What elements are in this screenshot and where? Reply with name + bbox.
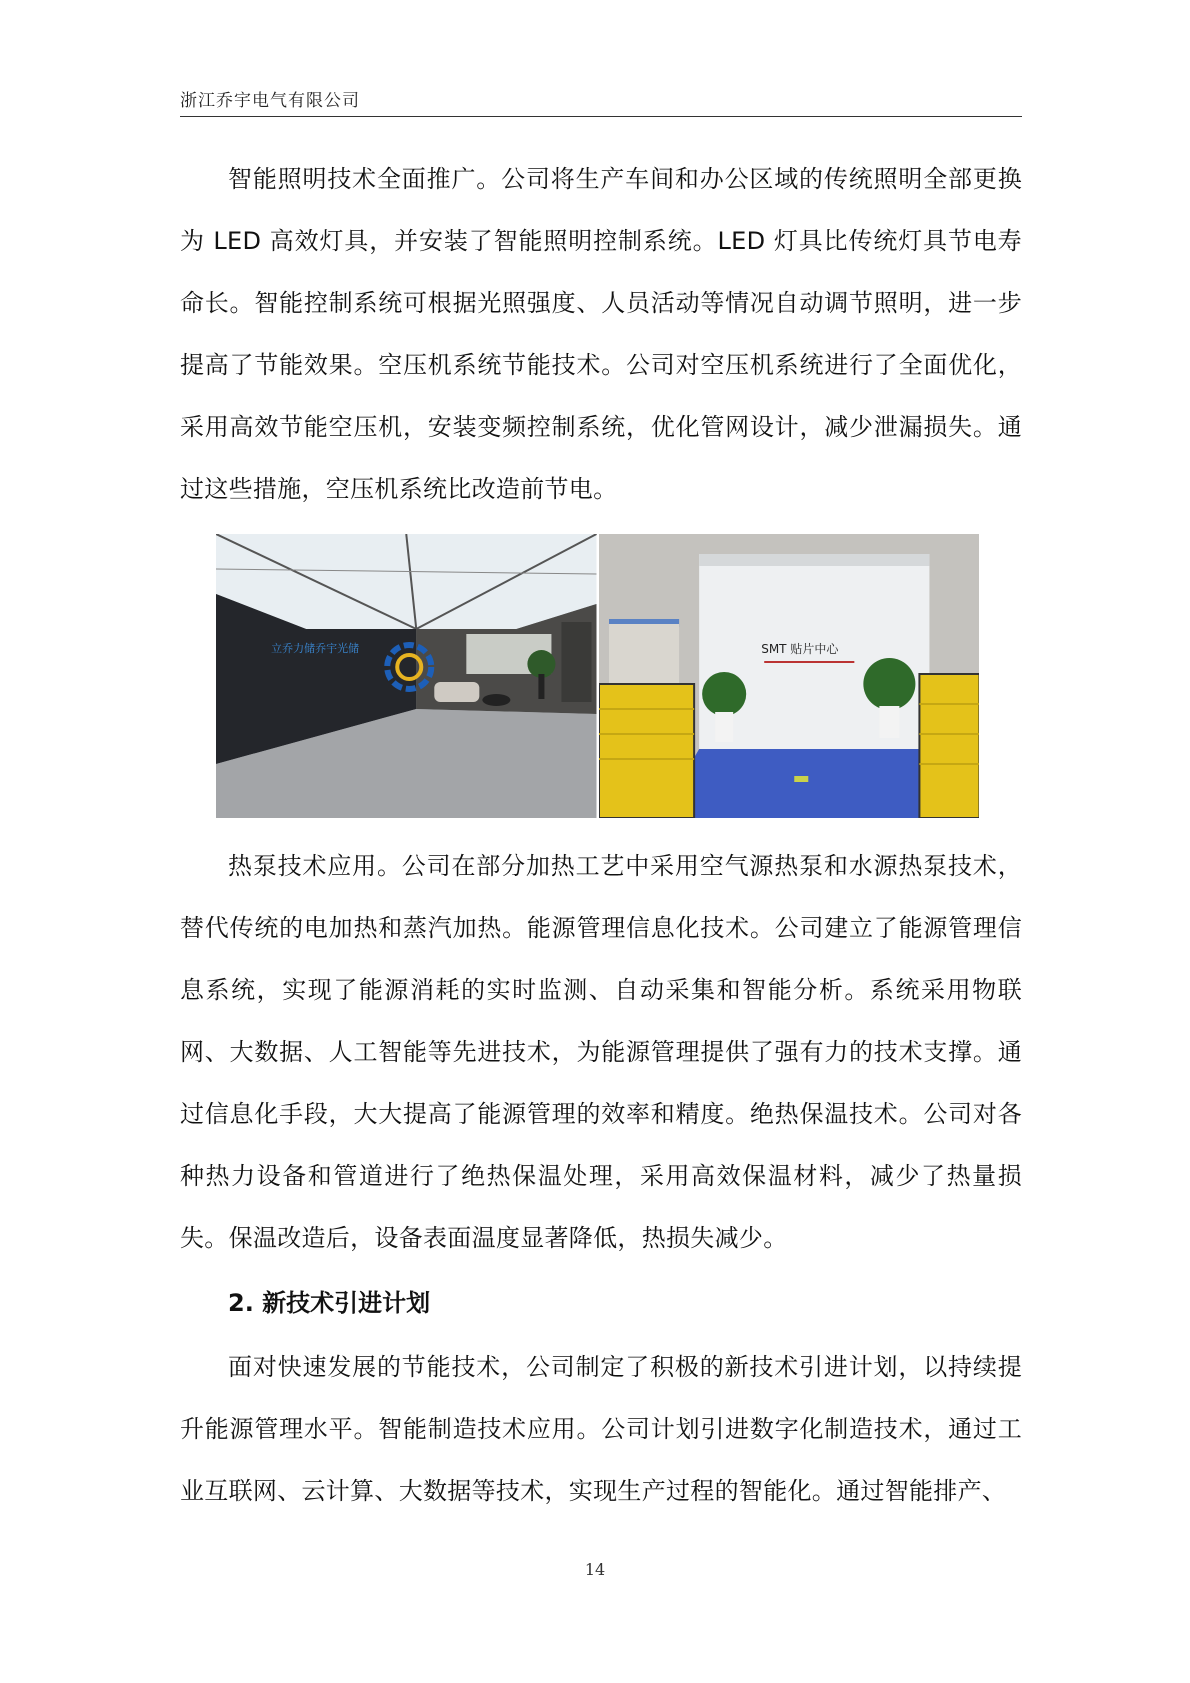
paragraph-new-tech: 面对快速发展的节能技术，公司制定了积极的新技术引进计划，以持续提升能源管理水平。智能制造技术应用。公司计划引进数字化制造技术，通过工业互联网、云计算、大数据等技术，实现生产过程的智能化。通过智能排产、 bbox=[180, 1353, 1022, 1505]
header-divider bbox=[180, 116, 1022, 117]
running-header: 浙江乔宇电气有限公司 bbox=[180, 91, 360, 111]
photo-lobby bbox=[216, 534, 597, 818]
section-heading: 2. 新技术引进计划 bbox=[228, 1289, 431, 1317]
photo-figure bbox=[216, 534, 979, 818]
photo-smt-center bbox=[599, 534, 980, 818]
paragraph-heat-pump: 热泵技术应用。公司在部分加热工艺中采用空气源热泵和水源热泵技术，替代传统的电加热和蒸汽加热。能源管理信息化技术。公司建立了能源管理信息系统，实现了能源消耗的实时监测、自动采集和智能分析。系统采用物联网、大数据、人工智能等先进技术，为能源管理提供了强有力的技术支撑。通过信息化手段，大大提高了能源管理的效率和精度。绝热保温技术。公司对各种热力设备和管道进行了绝热保温处理，采用高效保温材料，减少了热量损失。保温改造后，设备表面温度显著降低，热损失减少。 bbox=[180, 852, 1022, 1252]
paragraph-lighting: 智能照明技术全面推广。公司将生产车间和办公区域的传统照明全部更换为 LED 高效灯具，并安装了智能照明控制系统。LED 灯具比传统灯具节电寿命长。智能控制系统可根据光照强度、人员活动等情况自动调节照明，进一步提高了节能效果。空压机系统节能技术。公司对空压机系统进行了全面优化，采用高效节能空压机，安装变频控制系统，优化管网设计，减少泄漏损失。通过这些措施，空压机系统比改造前节电。 bbox=[180, 165, 1022, 503]
smt-sign-text: SMT 贴片中心 bbox=[760, 642, 838, 656]
page-number: 14 bbox=[584, 1560, 606, 1579]
lobby-sign-text: 立乔力储乔宇光储 bbox=[271, 642, 360, 655]
